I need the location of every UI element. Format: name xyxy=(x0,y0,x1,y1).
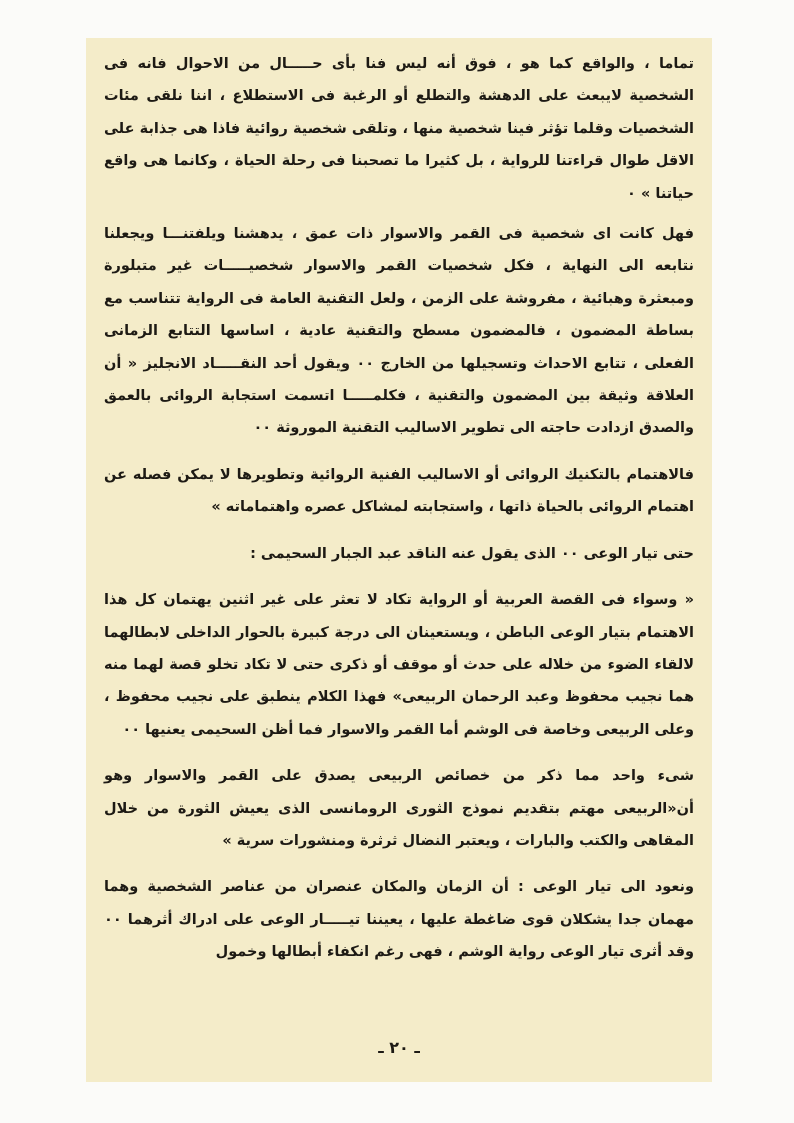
paragraph-4: حتى تيار الوعى ٠٠ الذى يقول عنه الناقد عبد الجبار السحيمى : xyxy=(250,545,694,562)
paragraph-1: تماما ، والواقع كما هو ، فوق أنه ليس فنا بأى حـــــال من الاحوال فانه فى الشخصية لايبعث على الدهشة والتطلع أو الرغبة فى الاستطلاع ، اننا نلقى مئات الشخصيات وقلما تؤثر فينا شخصية منها ، وتلقى شخصية روائية فاذا هى جذابة على الاقل طوال قراءتنا للرواية ، بل كثيرا ما تصحبنا فى رحلة الحياة ، وكانما هى واقع حياتنا » ٠ xyxy=(104,56,694,202)
book-page xyxy=(86,38,712,1082)
page-number: ـ ٢٠ ـ xyxy=(378,1038,420,1057)
paragraph-3: فالاهتمام بالتكنيك الروائى أو الاساليب الفنية الروائية وتطويرها لا يمكن فصله عن اهتمام الروائى بالحياة ذاتها ، واستجابته لمشاكل عصره واهتماماته » xyxy=(104,466,694,516)
paragraph-2: فهل كانت اى شخصية فى القمر والاسوار ذات عمق ، يدهشنا ويلفتنـــا ويجعلنا نتابعه الى النهاية ، فكل شخصيات القمر والاسوار شخصيـــــات غير متبلورة ومبعثرة وهبائية ، مفروشة على الزمن ، ولعل التقنية العامة فى الرواية تتناسب مع بساطة المضمون ، فالمضمون مسطح والتقنية عادية ، اساسها التتابع الزمانى الفعلى ، تتابع الاحداث وتسجيلها من الخارج ٠٠ ويقول أحد النقـــــاد الانجليز « أن العلاقة وثيقة بين المضمون والتقنية ، فكلمـــــا اتسمت استجابة الروائى بالعمق والصدق ازدادت حاجته الى تطوير الاساليب التقنية الموروثة ٠٠ xyxy=(104,226,694,437)
body-text xyxy=(104,48,694,969)
paragraph-7: ونعود الى تيار الوعى : أن الزمان والمكان عنصران من عناصر الشخصية وهما مهمان جدا يشكلان قوى ضاغطة عليها ، يعيننا تيـــــار الوعى على ادراك أثرهما ٠٠ وقد أثرى تيار الوعى رواية الوشم ، فهى رغم انكفاء أبطالها وخمول xyxy=(104,879,694,961)
paragraph-6: شىء واحد مما ذكر من خصائص الربيعى يصدق على القمر والاسوار وهو أن«الربيعى مهتم بتقديم نموذج الثورى الرومانسى الذى يعيش الثورة من خلال المقاهى والكتب والبارات ، ويعتبر النضال ثرثرة ومنشورات سرية » xyxy=(104,768,694,849)
paragraph-5: « وسواء فى القصة العربية أو الرواية تكاد لا تعثر على غير اثنين يهتمان كل هذا الاهتمام بتيار الوعى الباطن ، ويستعينان الى درجة كبيرة بالحوار الداخلى لابطالهما لالقاء الضوء من خلاله على حدث أو موقف أو ذكرى حتى لا تكاد تخلو قصة لهما منه هما نجيب محفوظ وعبد الرحمان الربيعى» فهذا الكلام ينطبق على نجيب محفوظ ، وعلى الربيعى وخاصة فى الوشم أما القمر والاسوار فما أظن السحيمى يعنيها ٠٠ xyxy=(104,592,694,738)
